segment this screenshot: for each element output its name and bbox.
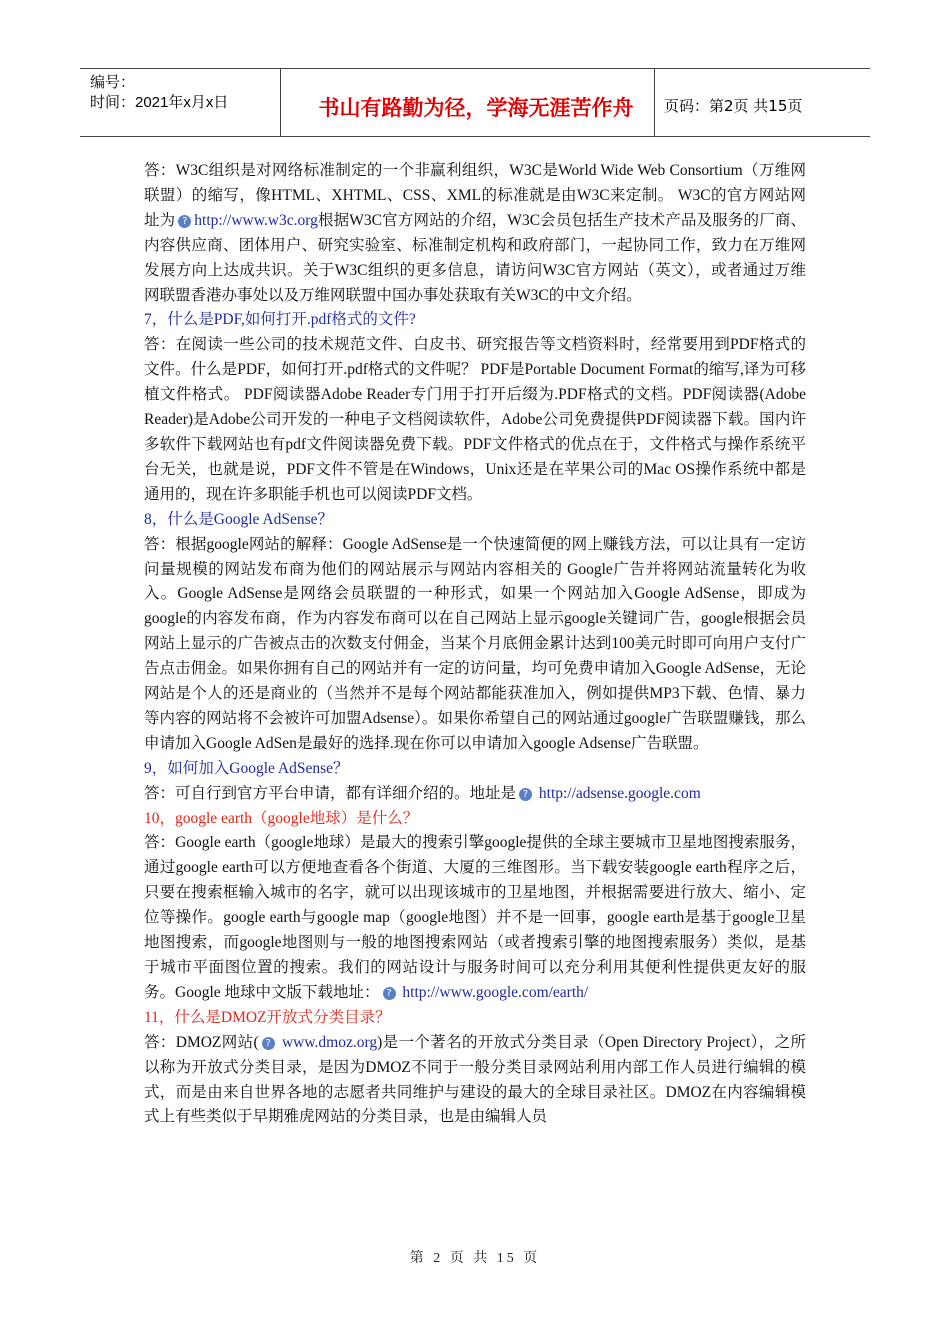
answer-paragraph: 答：根据google网站的解释：Google AdSense是一个快速简便的网上赚钱方法，可以让具有一定访问量规模的网站发布商为他们的网站展示与网站内容相关的 Google广告并将网站流量转化为收入。Google AdSense是网络会员联盟的一种形式，如果一个网站加入Google AdSense，即成为google的内容发布商，作为内容发布商可以在自己网站上显示google关键词广告，google根据会员网站上显示的广告被点击的次数支付佣金，当某个月底佣金累计达到100美元时即可向用户支付广告点击佣金。如果你拥有自己的网站并有一定的访问量，均可免费申请加入Google AdSense，无论网站是个人的还是商业的（当然并不是每个网站都能获准加入，例如提供MP3下载、色情、暴力等内容的网站将不会被许可加盟Adsense）。如果你希望自己的网站通过google广告联盟赚钱，那么申请加入Google AdSen是最好的选择.现在你可以申请加入google Adsense广告联盟。	[144, 535, 806, 752]
answer-text: 答：W3C组织是对网络标准制定的一个非赢利组织，W3C是World Wide Web Consortium（万维网联盟）的缩写，像HTML、XHTML、CSS、XML的标准就是由W3C来定制。 W3C的官方网站网址为	[144, 162, 806, 229]
answer-text: 根据W3C官方网站的介绍，W3C会员包括生产技术产品及服务的厂商、内容供应商、团体用户、研究实验室、标准制定机构和政府部门，一起协同工作，致力在万维网发展方向上达成共识。关于W3C组织的更多信息，请访问W3C官方网站（英文），或者通过万维网联盟香港办事处以及万维网联盟中国办事处获取有关W3C的中文介绍。	[144, 211, 806, 304]
answer-text: 答：可自行到官方平台申请，都有详细介绍的。地址是	[144, 784, 517, 802]
header-motto: 书山有路勤为径，学海无涯苦作舟	[318, 96, 634, 120]
help-icon: ?	[383, 987, 396, 1000]
answer-paragraph	[144, 159, 806, 308]
question-heading: 9，如何加入Google AdSense？	[144, 759, 349, 777]
help-icon: ?	[262, 1037, 275, 1050]
header-page-info: 页码：第2页 共15页	[664, 97, 803, 115]
header-meta	[90, 73, 228, 113]
answer-text: )是一个著名的开放式分类目录（Open Directory Project），之所以称为开放式分类目录，是因为DMOZ不同于一般分类目录网站利用内部工作人员进行编辑的模式，而是由来自世界各地的志愿者共同维护与建设的最大的全球目录社区。DMOZ在内容编辑模式上有些类似于早期雅虎网站的分类目录，也是由编辑人员	[144, 1033, 806, 1126]
header-number: 编号：	[90, 74, 136, 91]
google-earth-link[interactable]: http://www.google.com/earth/	[402, 983, 589, 1001]
dmoz-link[interactable]: www.dmoz.org	[281, 1033, 378, 1051]
answer-text: 答：Google earth（google地球）是最大的搜索引擎google提供的全球主要城市卫星地图搜索服务，通过google earth可以方便地查看各个街道、大厦的三维图形。当下载安装google earth程序之后，只要在搜索框输入城市的名字，就可以出现该城市的卫星地图，并根据需要进行放大、缩小、定位等操作。google earth与google map（google地图）并不是一回事，google earth是基于google卫星地图搜索，而google地图则与一般的地图搜索网站（或者搜索引擎的地图搜索服务）类似，是基于城市平面图位置的搜索。我们的网站设计与服务时间可以充分利用其便利性提供更友好的服务。Google 地球中文版下载地址：	[144, 834, 806, 1001]
header-divider	[280, 69, 281, 136]
help-icon: ?	[178, 215, 191, 228]
help-icon: ?	[519, 788, 532, 801]
w3c-link[interactable]: http://www.w3c.org	[194, 211, 318, 229]
page-header	[80, 68, 870, 137]
question-heading: 10，google earth（google地球）是什么？	[144, 809, 419, 827]
question-heading: 7，什么是PDF,如何打开.pdf格式的文件?	[144, 311, 416, 329]
question-heading: 11，什么是DMOZ开放式分类目录？	[144, 1008, 391, 1026]
answer-paragraph	[144, 831, 806, 1005]
answer-text: 答：DMOZ网站(	[144, 1033, 259, 1051]
header-time: 时间：2021年x月x日	[90, 94, 229, 111]
document-body	[144, 159, 806, 1130]
answer-paragraph: 答：在阅读一些公司的技术规范文件、白皮书、研究报告等文档资料时，经常要用到PDF格式的文件。什么是PDF，如何打开.pdf格式的文件呢？ PDF是Portable Document Format的缩写,译为可移植文件格式。 PDF阅读器Adobe Reader专门用于打开后缀为.PDF格式的文档。PDF阅读器(Adobe Reader)是Adobe公司开发的一种电子文档阅读软件，Adobe公司免费提供PDF阅读器下载。国内许多软件下载网站也有pdf文件阅读器免费下载。PDF文件格式的优点在于，文件格式与操作系统平台无关，也就是说，PDF文件不管是在Windows，Unix还是在苹果公司的Mac OS操作系统中都是通用的，现在许多职能手机也可以阅读PDF文档。	[144, 336, 806, 503]
header-divider	[654, 69, 655, 136]
adsense-link[interactable]: http://adsense.google.com	[538, 784, 701, 802]
answer-paragraph	[144, 1031, 806, 1131]
page-footer: 第 2 页 共 15 页	[409, 1251, 541, 1266]
answer-paragraph	[144, 782, 806, 807]
question-heading: 8，什么是Google AdSense？	[144, 510, 334, 528]
